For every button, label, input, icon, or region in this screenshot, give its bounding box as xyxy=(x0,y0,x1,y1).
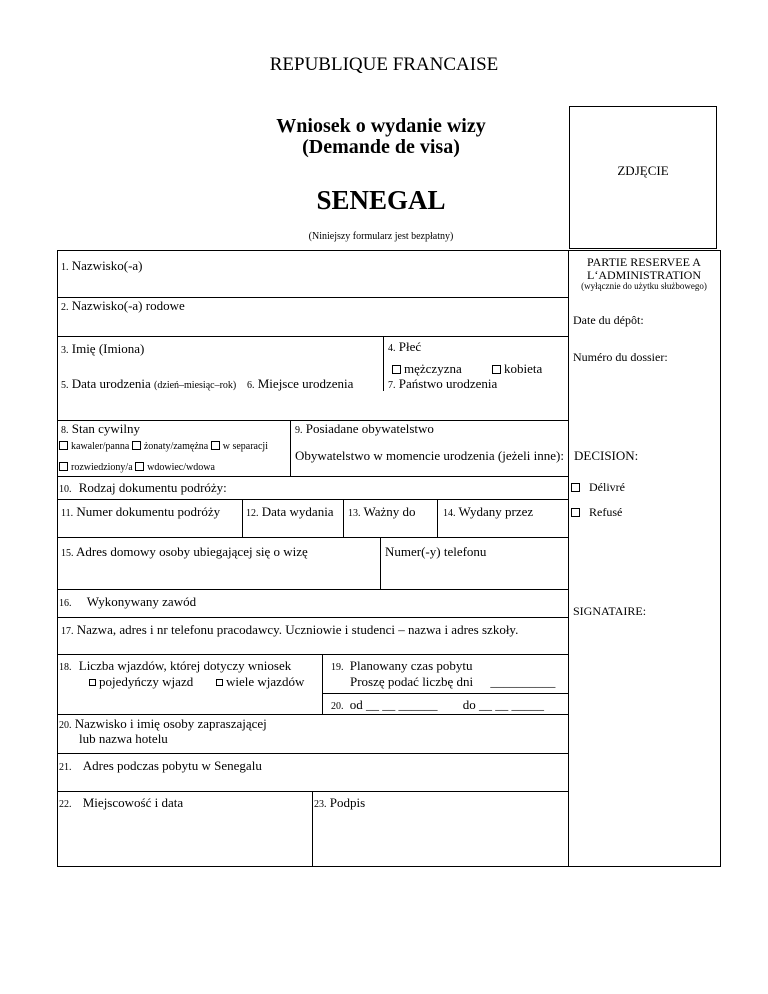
civil-married-option[interactable] xyxy=(132,441,208,452)
field-label: Numer dokumentu podróży xyxy=(76,504,221,519)
field-number: 17. xyxy=(61,626,74,637)
field-number: 15. xyxy=(61,548,74,559)
checkbox xyxy=(571,508,580,517)
field-label: Wydany przez xyxy=(458,504,534,519)
field-number: 21. xyxy=(59,762,72,773)
checkbox[interactable] xyxy=(392,365,401,374)
field-number: 16. xyxy=(59,598,72,609)
field-sex xyxy=(388,340,421,354)
field-number: 10. xyxy=(59,484,72,495)
field-number: 13. xyxy=(348,508,361,519)
option-label: Refusé xyxy=(589,505,623,519)
field-label: Miejsce urodzenia xyxy=(257,376,354,391)
field-employer[interactable] xyxy=(61,623,518,637)
field-stay-days[interactable] xyxy=(350,675,555,688)
field-number: 9. xyxy=(295,425,303,436)
field-label: Data wydania xyxy=(261,504,334,519)
field-label: Ważny do xyxy=(363,504,416,519)
admin-subtitle: (wyłącznie do użytku służbowego) xyxy=(581,281,707,291)
field-number: 2. xyxy=(61,302,69,313)
cell-divider xyxy=(312,791,313,867)
field-number: 14. xyxy=(443,508,456,519)
cell-divider xyxy=(290,420,291,476)
free-form-note: (Niniejszy formularz jest bezpłatny) xyxy=(308,231,454,242)
field-travel-document-type[interactable] xyxy=(59,481,227,495)
row-divider xyxy=(57,537,568,538)
field-issued-by[interactable] xyxy=(443,505,533,519)
checkbox[interactable] xyxy=(132,441,141,450)
sex-male-option[interactable] xyxy=(392,362,462,375)
cell-divider xyxy=(343,499,344,537)
row-divider xyxy=(57,499,568,500)
admin-signataire: SIGNATAIRE: xyxy=(573,604,647,618)
field-label: Posiadane obywatelstwo xyxy=(305,421,434,436)
option-label: pojedyńczy wjazd xyxy=(99,674,194,689)
field-label: Płeć xyxy=(398,339,422,354)
field-label: Imię (Imiona) xyxy=(71,341,145,356)
days-blank: __________ xyxy=(490,674,556,689)
checkbox[interactable] xyxy=(216,679,223,686)
row-divider xyxy=(57,589,568,590)
field-number: 20. xyxy=(59,720,72,731)
cell-divider xyxy=(383,336,384,391)
field-label: Podpis xyxy=(329,795,366,810)
field-label: Nazwisko(-a) xyxy=(71,258,143,273)
field-number: 5. xyxy=(61,380,69,391)
field-label: Wykonywany zawód xyxy=(86,594,197,609)
checkbox[interactable] xyxy=(89,679,96,686)
field-number: 12. xyxy=(246,508,259,519)
cell-divider xyxy=(380,537,381,589)
entries-single-option[interactable] xyxy=(89,675,193,688)
field-label: Liczba wjazdów, której dotyczy wniosek xyxy=(78,658,292,673)
admin-date-depot: Date du dépôt: xyxy=(573,313,644,327)
country-heading: SENEGAL xyxy=(316,185,446,215)
civil-widowed-option[interactable] xyxy=(135,462,215,473)
cell-divider xyxy=(437,499,438,537)
field-label: Adres domowy osoby ubiegającej się o wizę xyxy=(76,544,308,559)
option-label: Délivré xyxy=(589,480,625,494)
field-number: 6. xyxy=(247,380,255,391)
admin-refuse-option xyxy=(571,506,622,518)
checkbox[interactable] xyxy=(135,462,144,471)
checkbox[interactable] xyxy=(211,441,220,450)
field-birth-nationality[interactable]: Obywatelstwo w momencie urodzenia (jeżeli inne): xyxy=(295,448,564,463)
option-label: kobieta xyxy=(504,361,543,376)
field-first-names[interactable] xyxy=(61,342,144,356)
entries-multiple-option[interactable] xyxy=(216,675,304,688)
field-label: Nazwisko(-a) rodowe xyxy=(71,298,185,313)
field-label: Rodzaj dokumentu podróży: xyxy=(78,480,227,495)
field-stay-dates[interactable] xyxy=(331,698,544,712)
field-label: Stan cywilny xyxy=(71,421,140,436)
option-label: wdowiec/wdowa xyxy=(147,462,215,473)
option-label: mężczyzna xyxy=(404,361,462,376)
field-signature[interactable] xyxy=(314,796,365,810)
option-label: wiele wjazdów xyxy=(226,674,305,689)
cell-divider xyxy=(242,499,243,537)
field-label: Planowany czas pobytu xyxy=(349,658,473,673)
form-title: Wniosek o wydanie wizy xyxy=(276,115,486,137)
date-from: od __ __ ______ xyxy=(349,697,438,712)
admin-dossier-number: Numéro du dossier: xyxy=(573,350,668,364)
civil-separated-option[interactable] xyxy=(211,441,268,452)
field-host-line2: lub nazwa hotelu xyxy=(79,731,168,746)
field-number: 1. xyxy=(61,262,69,273)
field-number: 3. xyxy=(61,345,69,356)
civil-divorced-option[interactable] xyxy=(59,462,133,473)
civil-single-option[interactable] xyxy=(59,441,129,452)
admin-column-divider xyxy=(568,250,569,867)
field-label: Miejscowość i data xyxy=(82,795,184,810)
field-host[interactable] xyxy=(59,717,267,731)
row-divider xyxy=(57,476,568,477)
checkbox xyxy=(571,483,580,492)
admin-title: PARTIE RESERVEE A xyxy=(587,255,701,269)
field-number: 11. xyxy=(61,508,74,519)
checkbox[interactable] xyxy=(59,462,68,471)
field-birth-place[interactable] xyxy=(247,377,353,391)
field-label: Proszę podać liczbę dni xyxy=(350,674,474,689)
field-number: 18. xyxy=(59,662,72,673)
field-senegal-address[interactable] xyxy=(59,759,262,773)
field-hint: (dzień–miesiąc–rok) xyxy=(154,380,237,391)
republic-heading: REPUBLIQUE FRANCAISE xyxy=(269,54,499,75)
field-entries xyxy=(59,659,291,673)
row-divider xyxy=(57,654,568,655)
field-document-number[interactable] xyxy=(61,505,220,519)
field-label: Adres podczas pobytu w Senegalu xyxy=(82,758,262,773)
field-number: 23. xyxy=(314,799,327,810)
checkbox[interactable] xyxy=(59,441,68,450)
field-number: 20. xyxy=(331,701,344,712)
field-label: Państwo urodzenia xyxy=(398,376,498,391)
checkbox[interactable] xyxy=(492,365,501,374)
field-number: 19. xyxy=(331,662,344,673)
option-label: kawaler/panna xyxy=(71,441,130,452)
field-label: Nazwisko i imię osoby zapraszającej xyxy=(74,716,267,731)
row-divider xyxy=(322,693,568,694)
field-phone[interactable]: Numer(-y) telefonu xyxy=(385,544,487,559)
field-issue-date[interactable] xyxy=(246,505,334,519)
field-birth-surname[interactable] xyxy=(61,299,185,313)
sex-female-option[interactable] xyxy=(492,362,542,375)
option-label: w separacji xyxy=(222,441,268,452)
field-place-date[interactable] xyxy=(59,796,183,810)
field-valid-until[interactable] xyxy=(348,505,416,519)
photo-label: ZDJĘCIE xyxy=(617,163,669,178)
field-birth-date[interactable] xyxy=(61,377,236,391)
option-label: żonaty/zamężna xyxy=(143,441,209,452)
field-number: 22. xyxy=(59,799,72,810)
field-number: 8. xyxy=(61,425,69,436)
field-home-address[interactable] xyxy=(61,545,308,559)
field-occupation[interactable] xyxy=(59,595,196,609)
row-divider xyxy=(57,753,568,754)
field-label: Data urodzenia xyxy=(71,376,151,391)
option-label: rozwiedziony/a xyxy=(71,462,133,473)
form-title-french: (Demande de visa) xyxy=(302,136,460,158)
cell-divider xyxy=(322,654,323,714)
field-civil-status xyxy=(61,422,140,436)
field-label: Nazwa, adres i nr telefonu pracodawcy. Uczniowie i studenci – nazwa i adres szkoły. xyxy=(76,622,519,637)
row-divider xyxy=(57,714,568,715)
row-divider xyxy=(57,336,568,337)
field-number: 7. xyxy=(388,380,396,391)
field-number: 4. xyxy=(388,343,396,354)
civil-status-options-row1 xyxy=(59,441,268,452)
field-nationality[interactable] xyxy=(295,422,434,436)
field-stay-duration xyxy=(331,659,473,673)
admin-title-line2: L‘ADMINISTRATION xyxy=(587,268,701,282)
admin-delivre-option xyxy=(571,481,625,493)
field-birth-country[interactable] xyxy=(388,377,497,391)
date-to: do __ __ _____ xyxy=(462,697,544,712)
admin-decision: DECISION: xyxy=(574,448,639,463)
field-surname[interactable] xyxy=(61,259,143,273)
civil-status-options-row2 xyxy=(59,462,215,473)
row-divider xyxy=(57,617,568,618)
